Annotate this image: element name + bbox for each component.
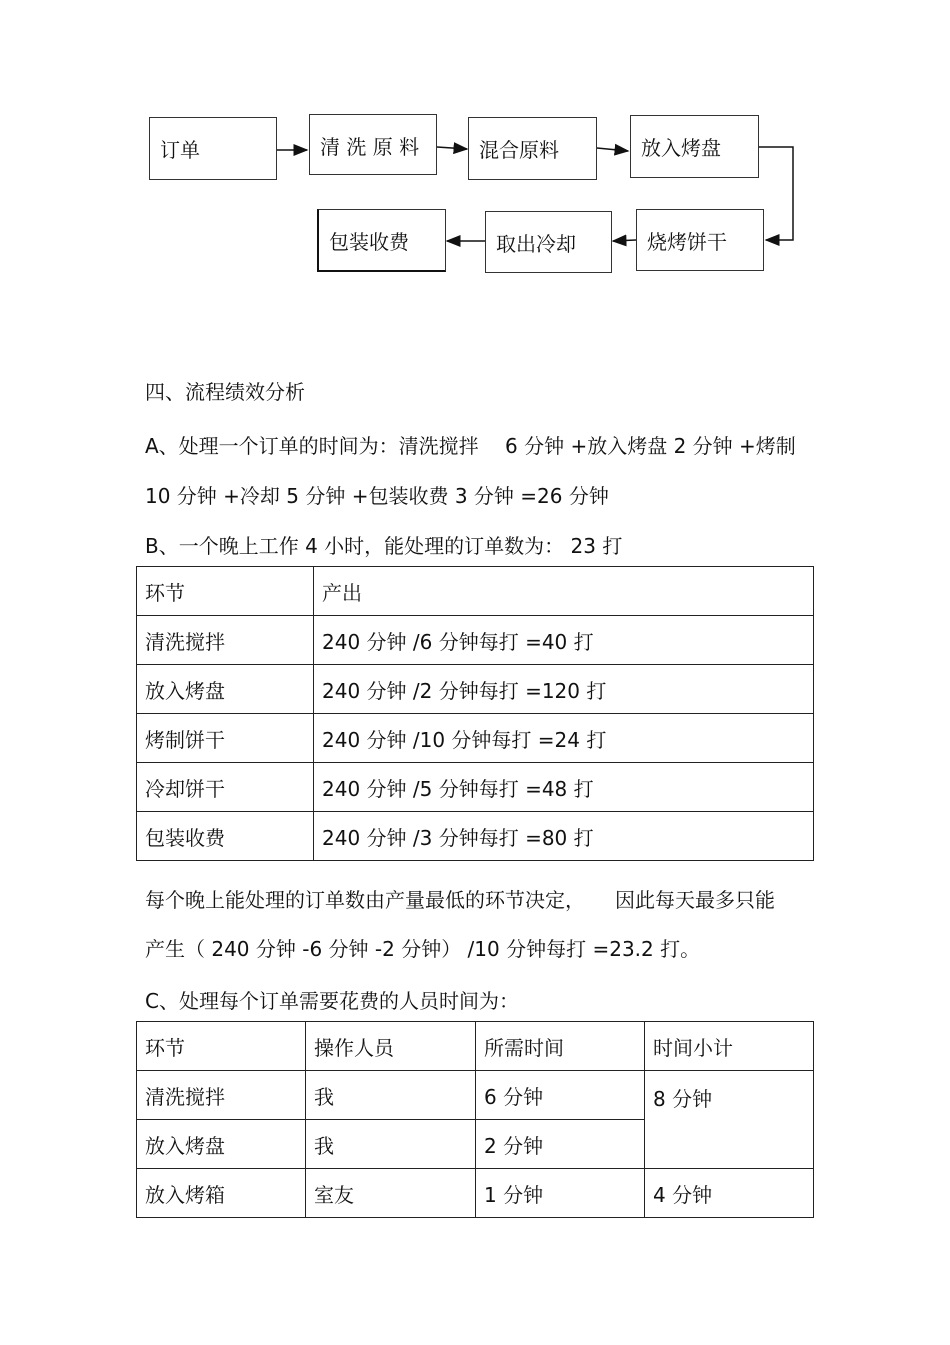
paragraph-a-line1: A、处理一个订单的时间为：清洗搅拌 6 分钟 +放入烤盘 2 分钟 +烤制 bbox=[145, 434, 796, 458]
table-cell: 我 bbox=[306, 1120, 476, 1169]
table-row bbox=[137, 616, 814, 665]
arrow-5 bbox=[613, 240, 636, 241]
table-cell: 包装收费 bbox=[137, 812, 314, 861]
table-cell: 放入烤箱 bbox=[137, 1169, 306, 1218]
staff-time-table bbox=[136, 1021, 814, 1218]
table-cell: 240 分钟 /6 分钟每打 =40 打 bbox=[314, 616, 814, 665]
table-cell: 清洗搅拌 bbox=[137, 616, 314, 665]
arrow-4 bbox=[759, 147, 793, 240]
table-cell: 6 分钟 bbox=[476, 1071, 645, 1120]
table-header-cell: 环节 bbox=[137, 567, 314, 616]
table-row bbox=[137, 1071, 814, 1120]
section-heading: 四、流程绩效分析 bbox=[145, 380, 305, 404]
table-cell: 冷却饼干 bbox=[137, 763, 314, 812]
table-header-cell: 所需时间 bbox=[476, 1022, 645, 1071]
table-row bbox=[137, 665, 814, 714]
table-row bbox=[137, 714, 814, 763]
table-row bbox=[137, 1022, 814, 1071]
node-order: 订单 bbox=[149, 117, 277, 180]
arrow-2 bbox=[437, 147, 467, 149]
node-mix: 混合原料 bbox=[468, 117, 597, 180]
node-tray: 放入烤盘 bbox=[630, 115, 759, 178]
note-line2: 产生（ 240 分钟 -6 分钟 -2 分钟） /10 分钟每打 =23.2 打。 bbox=[145, 937, 701, 961]
table-cell: 240 分钟 /3 分钟每打 =80 打 bbox=[314, 812, 814, 861]
table-header-cell: 时间小计 bbox=[645, 1022, 814, 1071]
node-wash: 清 洗 原 料 bbox=[309, 114, 437, 175]
table-header-cell: 环节 bbox=[137, 1022, 306, 1071]
table-row bbox=[137, 1169, 814, 1218]
table-cell-merged: 8 分钟 bbox=[645, 1071, 814, 1169]
table-cell: 240 分钟 /5 分钟每打 =48 打 bbox=[314, 763, 814, 812]
table-cell: 4 分钟 bbox=[645, 1169, 814, 1218]
table-header-cell: 产出 bbox=[314, 567, 814, 616]
node-pack: 包装收费 bbox=[317, 209, 446, 272]
table-header-cell: 操作人员 bbox=[306, 1022, 476, 1071]
output-table bbox=[136, 566, 814, 861]
node-cool: 取出冷却 bbox=[485, 211, 612, 273]
arrow-3 bbox=[597, 148, 628, 151]
paragraph-b: B、一个晚上工作 4 小时，能处理的订单数为： 23 打 bbox=[145, 534, 623, 558]
table-row bbox=[137, 763, 814, 812]
node-bake: 烧烤饼干 bbox=[636, 209, 764, 271]
table-cell: 2 分钟 bbox=[476, 1120, 645, 1169]
table-row bbox=[137, 567, 814, 616]
paragraph-a-line2: 10 分钟 +冷却 5 分钟 +包装收费 3 分钟 =26 分钟 bbox=[145, 484, 609, 508]
note-line1: 每个晚上能处理的订单数由产量最低的环节决定， 因此每天最多只能 bbox=[145, 888, 775, 912]
table-cell: 清洗搅拌 bbox=[137, 1071, 306, 1120]
table-cell: 我 bbox=[306, 1071, 476, 1120]
table-cell: 放入烤盘 bbox=[137, 665, 314, 714]
table-cell: 1 分钟 bbox=[476, 1169, 645, 1218]
paragraph-c: C、处理每个订单需要花费的人员时间为： bbox=[145, 989, 519, 1013]
process-flowchart bbox=[0, 0, 950, 300]
table-cell: 240 分钟 /2 分钟每打 =120 打 bbox=[314, 665, 814, 714]
table-cell: 烤制饼干 bbox=[137, 714, 314, 763]
table-cell: 放入烤盘 bbox=[137, 1120, 306, 1169]
table-row bbox=[137, 812, 814, 861]
table-cell: 室友 bbox=[306, 1169, 476, 1218]
table-cell: 240 分钟 /10 分钟每打 =24 打 bbox=[314, 714, 814, 763]
